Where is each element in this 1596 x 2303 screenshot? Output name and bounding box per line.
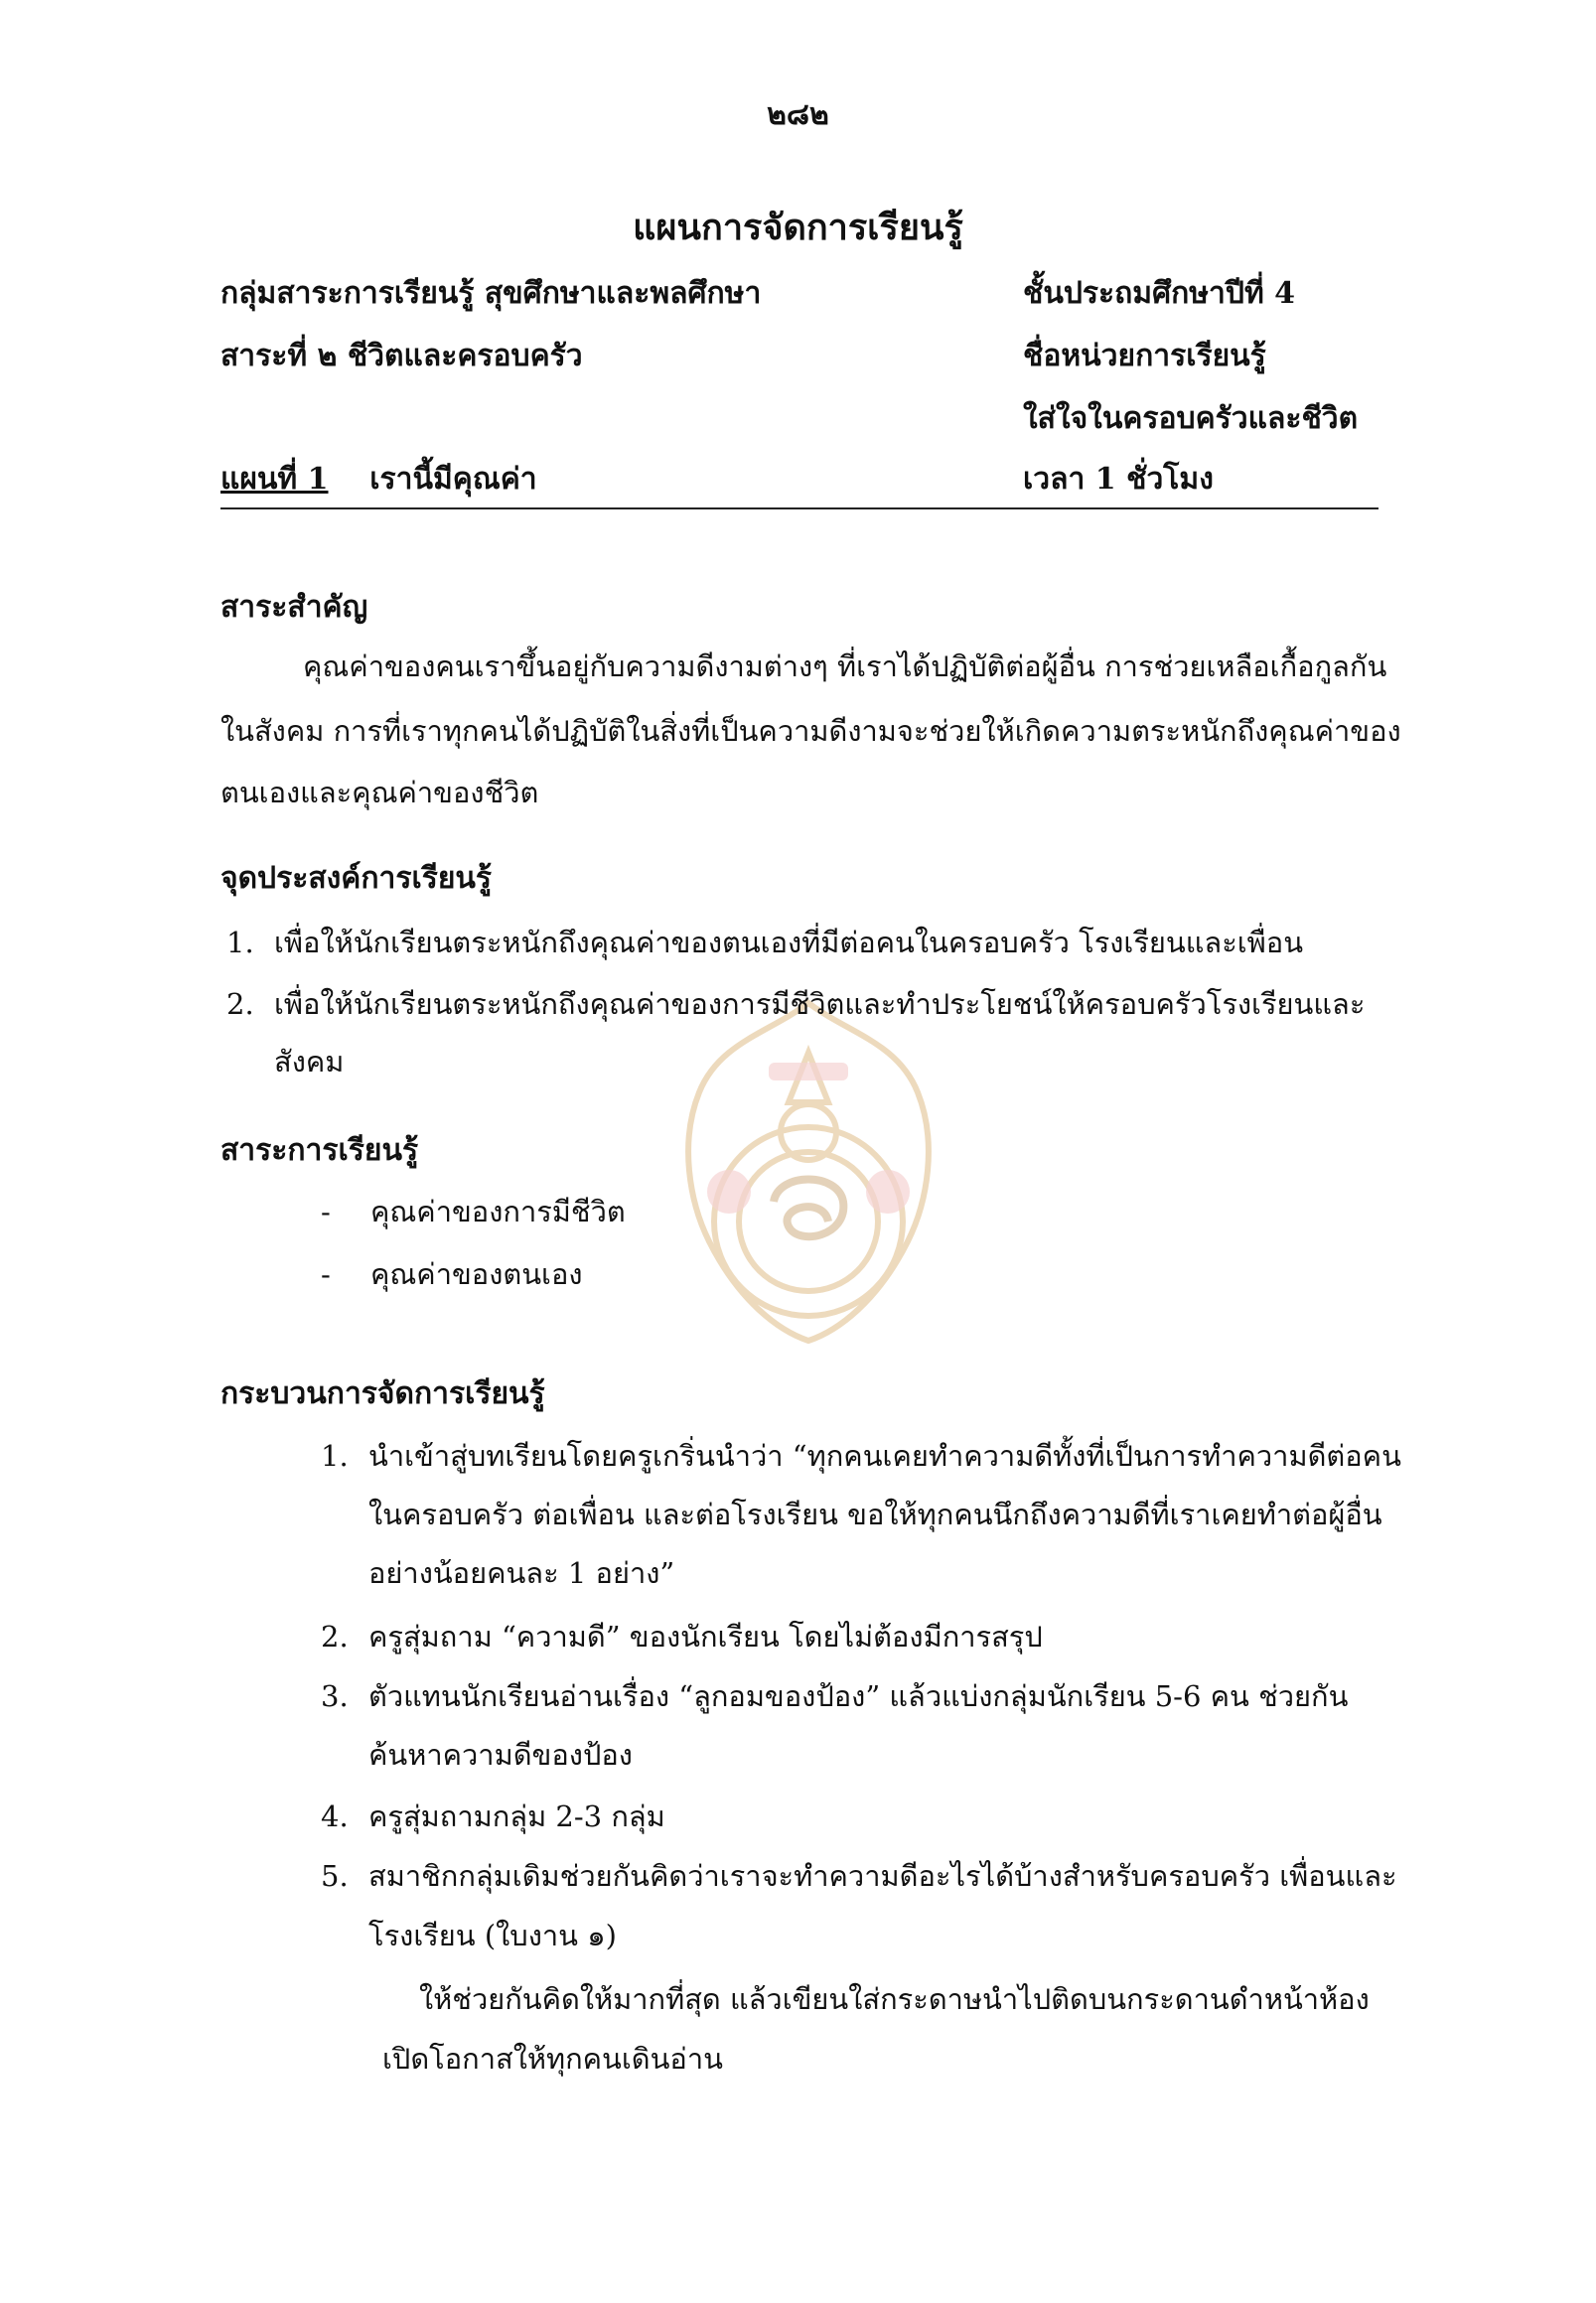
list-number: 5. bbox=[321, 1859, 349, 1893]
document-title: แผนการจัดการเรียนรู้ bbox=[633, 207, 963, 248]
list-number: 4. bbox=[321, 1799, 349, 1833]
subject-group: กลุ่มสาระการเรียนรู้ สุขศึกษาและพลศึกษา bbox=[220, 276, 762, 311]
plan-heading bbox=[220, 456, 537, 503]
process-step: 2. ครูสุ่มถาม “ความดี” ของนักเรียน โดยไม่ต้องมีการสรุป bbox=[321, 1620, 1043, 1654]
list-number: 3. bbox=[321, 1679, 349, 1713]
list-number: 1. bbox=[226, 926, 254, 959]
strand: สาระที่ ๒ ชีวิตและครอบครัว bbox=[220, 339, 583, 373]
section-title-content: สาระการเรียนรู้ bbox=[220, 1133, 419, 1168]
process-step-continued: โรงเรียน (ใบงาน ๑) bbox=[368, 1919, 617, 1952]
section-title-objectives: จุดประสงค์การเรียนรู้ bbox=[220, 861, 493, 896]
key-concept-line: ในสังคม การที่เราทุกคนได้ปฏิบัติในสิ่งที่เป็นความดีงามจะช่วยให้เกิดความตระหนักถึงคุณค่าของ bbox=[220, 714, 1401, 748]
process-followup: เปิดโอกาสให้ทุกคนเดินอ่าน bbox=[382, 2042, 723, 2076]
process-step-continued: อย่างน้อยคนละ 1 อย่าง” bbox=[368, 1556, 675, 1590]
process-followup: ให้ช่วยกันคิดให้มากที่สุด แล้วเขียนใส่กระดาษนำไปติดบนกระดานดำหน้าห้อง bbox=[419, 1982, 1370, 2016]
content-item: - คุณค่าของการมีชีวิต bbox=[321, 1195, 626, 1228]
objective-text: เพื่อให้นักเรียนตระหนักถึงคุณค่าของการมีชีวิตและทำประโยชน์ให้ครอบครัวโรงเรียนและ bbox=[274, 987, 1366, 1021]
time-allotment: เวลา 1 ชั่วโมง bbox=[1023, 462, 1214, 497]
content-item: - คุณค่าของตนเอง bbox=[321, 1257, 583, 1291]
objective-item bbox=[226, 920, 1303, 965]
page-number: ๒๘๒ bbox=[767, 97, 829, 132]
process-step-continued: ในครอบครัว ต่อเพื่อน และต่อโรงเรียน ขอให้ทุกคนนึกถึงความดีที่เราเคยทำต่อผู้อื่น bbox=[368, 1498, 1382, 1531]
key-concept-line: คุณค่าของคนเราขึ้นอยู่กับความดีงามต่างๆ ที่เราได้ปฏิบัติต่อผู้อื่น การช่วยเหลือเกื้อกูลกัน bbox=[303, 649, 1387, 683]
grade-level: ชั้นประถมศึกษาปีที่ 4 bbox=[1023, 276, 1296, 311]
process-step: 4. ครูสุ่มถามกลุ่ม 2-3 กลุ่ม bbox=[321, 1799, 665, 1833]
unit-name: ใส่ใจในครอบครัวและชีวิต bbox=[1023, 401, 1359, 436]
list-number: 2. bbox=[321, 1620, 349, 1654]
objective-text-continued: สังคม bbox=[274, 1045, 345, 1079]
unit-label: ชื่อหน่วยการเรียนรู้ bbox=[1023, 339, 1266, 373]
section-title-process: กระบวนการจัดการเรียนรู้ bbox=[220, 1376, 545, 1411]
section-title-key-concept: สาระสำคัญ bbox=[220, 590, 368, 625]
process-step: 1. นำเข้าสู่บทเรียนโดยครูเกริ่นนำว่า “ทุกคนเคยทำความดีทั้งที่เป็นการทำความดีต่อคน bbox=[321, 1439, 1401, 1473]
objective-text: เพื่อให้นักเรียนตระหนักถึงคุณค่าของตนเองที่มีต่อคนในครอบครัว โรงเรียนและเพื่อน bbox=[274, 926, 1304, 959]
plan-name: เรานี้มีคุณค่า bbox=[369, 462, 537, 497]
objective-item bbox=[226, 981, 1365, 1027]
list-number: 2. bbox=[226, 987, 254, 1021]
ministry-seal-icon bbox=[659, 993, 957, 1351]
process-step: 3. ตัวแทนนักเรียนอ่านเรื่อง “ลูกอมของป้อง” แล้วแบ่งกลุ่มนักเรียน 5-6 คน ช่วยกัน bbox=[321, 1679, 1349, 1713]
list-number: 1. bbox=[321, 1439, 349, 1473]
header-divider bbox=[220, 507, 1378, 509]
process-step: 5. สมาชิกกลุ่มเดิมช่วยกันคิดว่าเราจะทำความดีอะไรได้บ้างสำหรับครอบครัว เพื่อนและ bbox=[321, 1859, 1397, 1893]
key-concept-line: ตนเองและคุณค่าของชีวิต bbox=[220, 776, 539, 809]
process-step-continued: ค้นหาความดีของป้อง bbox=[368, 1738, 633, 1772]
plan-label: แผนที่ 1 bbox=[220, 462, 329, 497]
